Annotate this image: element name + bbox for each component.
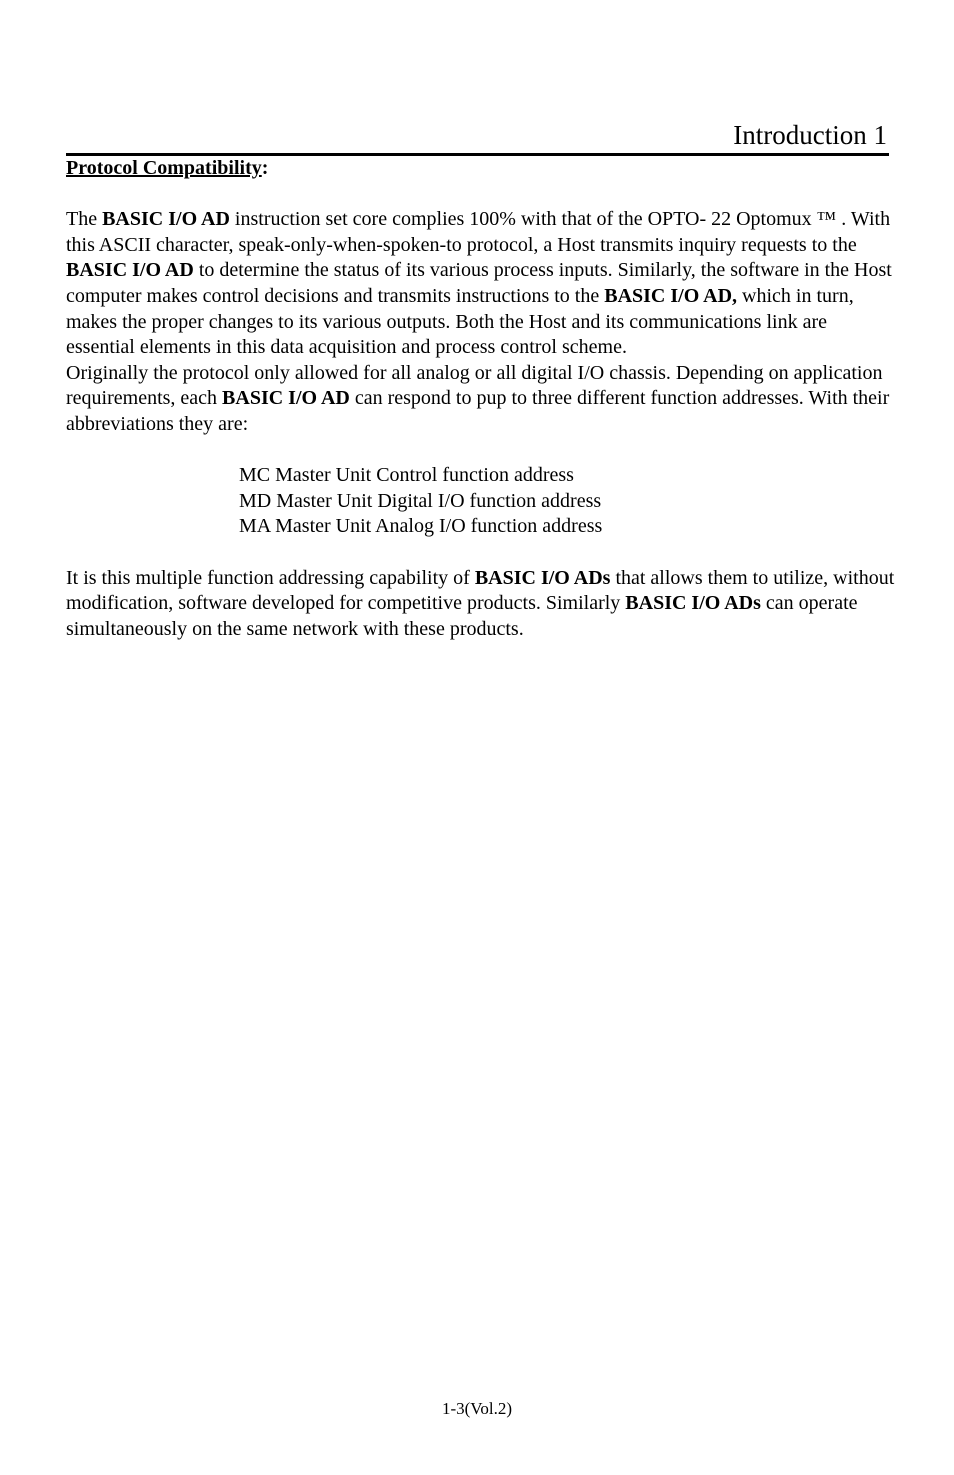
paragraph-addresses <box>66 361 896 438</box>
body-text <box>66 156 896 642</box>
abbreviation-item-md: MD Master Unit Digital I/O function address <box>239 489 602 512</box>
product-name: BASIC I/O AD <box>66 259 194 282</box>
product-name: BASIC I/O AD <box>102 208 230 231</box>
chapter-header-title: Introduction 1 <box>733 120 887 150</box>
section-heading-colon: : <box>261 157 269 179</box>
product-name: BASIC I/O ADs <box>625 592 761 615</box>
paragraph-text: which in turn, makes the proper changes to its various outputs. Both the Host and its communications link are essential elements in this data acquisition and process control scheme. <box>66 284 854 359</box>
blank-line <box>66 182 896 208</box>
paragraph-text: to determine the status of its various process inputs. Similarly, the software in the Host computer makes control decisions and transmits instructions to the <box>66 259 892 307</box>
abbreviation-item-ma: MA Master Unit Analog I/O function address <box>239 515 603 538</box>
paragraph-intro <box>66 207 896 361</box>
product-name: BASIC I/O AD, <box>604 284 738 307</box>
product-name: BASIC I/O AD <box>222 387 350 410</box>
page-number: 1-3(Vol.2) <box>441 1399 513 1418</box>
paragraph-text: instruction set core complies 100% with that of the OPTO- 22 Optomux ™ . With this ASCII character, speak-only-when-spoken-to protocol, a Host transmits inquiry requests to the <box>66 208 891 256</box>
abbreviation-list <box>66 463 896 540</box>
paragraph-text: Originally the protocol only allowed for all analog or all digital I/O chassis. Depending on application requirements, each <box>66 361 883 410</box>
blank-line <box>66 438 896 464</box>
paragraph-text: It is this multiple function addressing capability of <box>66 566 475 589</box>
paragraph-compatibility <box>66 566 896 643</box>
blank-line <box>66 540 896 566</box>
product-name: BASIC I/O ADs <box>474 566 611 589</box>
abbreviation-item-mc: MC Master Unit Control function address <box>239 464 574 487</box>
paragraph-text: can respond to pup to three different function addresses. With their abbreviations they are: <box>66 387 890 435</box>
paragraph-text: that allows them to utilize, without modification, software developed for competitive products. Similarly <box>66 566 895 615</box>
section-heading-text: Protocol Compatibility <box>66 157 262 179</box>
paragraph-text: can operate simultaneously on the same network with these products. <box>66 592 858 640</box>
paragraph-text: The <box>66 208 103 231</box>
section-heading <box>66 156 896 182</box>
